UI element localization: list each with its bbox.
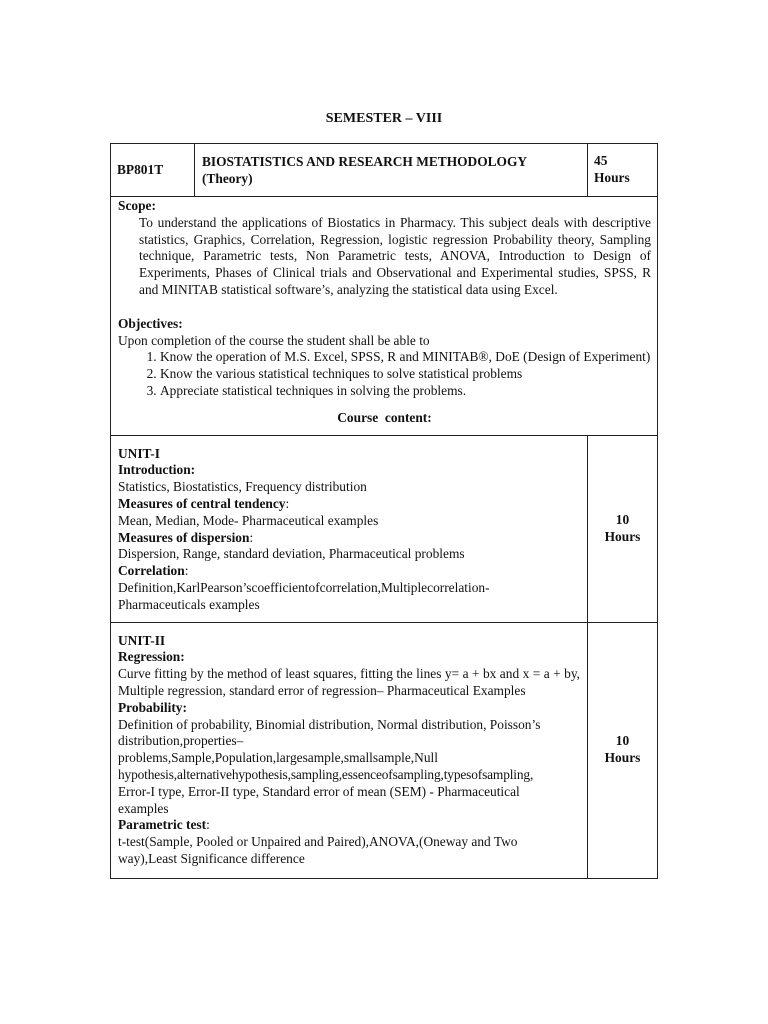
- unit-2-parametric-label: Parametric test: [118, 817, 207, 833]
- unit-1-dispersion-text: Dispersion, Range, standard deviation, Pharmaceutical problems: [118, 546, 465, 562]
- unit-1-dispersion-colon: :: [249, 529, 254, 545]
- objective-item: 2. Know the various statistical techniques to solve statistical problems: [160, 366, 651, 383]
- course-title: [195, 144, 588, 197]
- unit-1-hours: [588, 435, 658, 622]
- objectives-list: [118, 349, 651, 399]
- unit-1-row: [111, 435, 658, 622]
- unit-2-probability-label: Probability:: [118, 699, 187, 715]
- unit-1-hours-value: 10: [615, 511, 630, 527]
- unit-2-row: [111, 622, 658, 878]
- unit-1-content: [111, 435, 588, 622]
- scope-text: To understand the applications of Biostatics in Pharmacy. This subject deals with descriptive statistics, Graphics, Correlation, Regression, logistic regression Probability theory, Sampling technique, Parametric tests, Non Parametric tests, ANOVA, Introduction to Design of Experiments, Phases of Clinical trials and Observational and Experimental studies, SPSS, R and MINITAB statistical software’s, analyzing the statistical data using Excel.: [139, 214, 651, 297]
- unit-2-parametric-heading: [118, 817, 580, 834]
- unit-2-probability-line1: Definition of probability, Binomial distribution, Normal distribution, Poisson’s: [118, 716, 541, 732]
- unit-2-probability-line6: examples: [118, 800, 169, 816]
- unit-1-intro-label: Introduction:: [118, 462, 196, 478]
- unit-1-dispersion-label: Measures of dispersion: [118, 529, 250, 545]
- unit-1-title: UNIT-I: [118, 445, 160, 461]
- unit-1-dispersion-heading: [118, 530, 580, 547]
- unit-1-central-colon: :: [285, 495, 290, 511]
- unit-2-regression-text: Curve fitting by the method of least squares, fitting the lines y= a + bx and x = a + by, Multiple regression, standard error of regression– Pharmaceutical Examples: [118, 666, 580, 698]
- objectives-intro: Upon completion of the course the student shall be able to: [118, 332, 430, 348]
- scope-label: Scope:: [118, 198, 156, 213]
- unit-2-parametric-colon: :: [206, 817, 210, 833]
- objectives-label: Objectives:: [118, 315, 183, 331]
- unit-1-central-heading: [118, 496, 580, 513]
- course-code: BP801T: [111, 144, 195, 197]
- unit-2-probability-line2: distribution,properties–: [118, 733, 244, 749]
- unit-1-correlation-heading: [118, 563, 580, 580]
- unit-2-regression-label: Regression:: [118, 649, 185, 665]
- course-title-line2: (Theory): [202, 171, 253, 186]
- scope-objectives-row: [111, 197, 658, 436]
- unit-1-intro-text: Statistics, Biostatistics, Frequency distribution: [118, 479, 367, 495]
- course-hours-unit: Hours: [594, 170, 630, 185]
- unit-2-parametric-line1: t-test(Sample, Pooled or Unpaired and Paired),ANOVA,(Oneway and Two: [118, 834, 518, 850]
- unit-1-correlation-colon: :: [184, 563, 189, 579]
- unit-1-hours-unit: Hours: [604, 528, 641, 544]
- course-hours: [588, 144, 658, 197]
- unit-2-probability-line3: problems,Sample,Population,largesample,smallsample,Null: [118, 750, 438, 766]
- unit-2-probability-line4: hypothesis,alternativehypothesis,sampling,essenceofsampling,typesofsampling,: [118, 766, 534, 782]
- unit-2-parametric-line2: way),Least Significance difference: [118, 850, 305, 866]
- course-hours-value: 45: [594, 153, 608, 169]
- unit-2-hours-unit: Hours: [604, 750, 641, 766]
- unit-1-central-text: Mean, Median, Mode- Pharmaceutical examples: [118, 512, 379, 528]
- scope-objectives-cell: [111, 197, 658, 436]
- objective-item: 1. Know the operation of M.S. Excel, SPSS, R and MINITAB®, DoE (Design of Experiment): [160, 349, 651, 366]
- unit-2-probability-line5: Error-I type, Error-II type, Standard error of mean (SEM) - Pharmaceutical: [118, 783, 520, 799]
- semester-heading: SEMESTER – VIII: [325, 111, 443, 126]
- unit-1-correlation-line2: Pharmaceuticals examples: [118, 596, 260, 612]
- unit-2-title: UNIT-II: [118, 632, 166, 648]
- course-title-line1: BIOSTATISTICS AND RESEARCH METHODOLOGY: [202, 154, 528, 169]
- unit-1-central-label: Measures of central tendency: [118, 495, 286, 511]
- unit-2-hours-value: 10: [615, 733, 630, 749]
- unit-2-content: [111, 622, 588, 878]
- objective-item: 3. Appreciate statistical techniques in solving the problems.: [160, 383, 651, 400]
- syllabus-table: [110, 143, 658, 879]
- unit-2-hours: [588, 622, 658, 878]
- course-content-heading: Course content:: [337, 409, 432, 425]
- unit-1-correlation-label: Correlation: [118, 563, 185, 579]
- unit-1-correlation-line1: Definition,KarlPearson’scoefficientofcorrelation,Multiplecorrelation-: [118, 579, 490, 595]
- course-header-row: [111, 144, 658, 197]
